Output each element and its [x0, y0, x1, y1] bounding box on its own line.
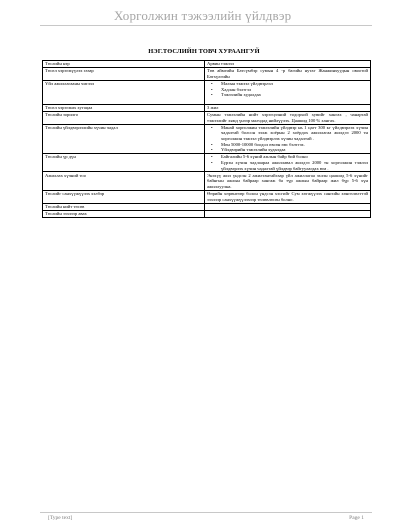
table-row: [43, 80, 371, 104]
table-row: [43, 210, 371, 217]
row-label: Ажиллах хүчний тоо: [43, 172, 205, 190]
row-value: Өөрийн хөрөнгөөр болон үндсэн хэсгийг Сум хөгжүүлэх сангийн хөнгөлөлттэй зээлээр санхүүжүүлэхээр төлөвлөсөн болно.: [205, 190, 371, 203]
table-row: [43, 61, 371, 68]
row-value: Төв аймгийн Батсүмбэр сумын 4 -р багийн нутаг Жанжинхуудын овоотой Батхүлгийн: [205, 68, 371, 81]
list-item: • Малын тэжээл үйлдвэрлэл: [221, 81, 368, 87]
row-value: [205, 80, 371, 104]
row-value: Энэхүү жил үндсэн 2 ажилтантайгаар үйл ажиллагаа эхлэн цаашид 5-6 хүнийг байнгын ажлын байраар хангаж ба түр ажлын байраар жил бүр 5-6 хүн ажиллуулна.: [205, 172, 371, 190]
row-value: [205, 203, 371, 210]
list-item: • Үйлдвэрийн тэжээлийн худалдаа: [221, 147, 368, 153]
bullet-list: [207, 81, 368, 98]
row-label: Үйл ажиллагааны чиглэл: [43, 80, 205, 104]
row-label: Төслийн үр дүн: [43, 154, 205, 172]
table-row: [43, 111, 371, 124]
row-label: Төсөл хэрэгжүүлэх газар: [43, 68, 205, 81]
row-label: Төсөл хэрэгжих хугацаа: [43, 104, 205, 111]
table-row: [43, 104, 371, 111]
list-item: • Байгалийн 5-6 хүний ажлын байр бий болно: [221, 154, 368, 160]
list-item: • Бүрэн хүчин чадлаараа ажиллавал жилдээ 2000 тн хорголжин тэжээл үйлдвэрлэх хүчин чадалтай үйлдвэр байгуулагдах юм .: [221, 160, 368, 171]
table-row: [43, 124, 371, 154]
table-row: [43, 154, 371, 172]
row-label: Төслийг санхүүжүүлэх хэлбэр: [43, 190, 205, 203]
table-row: [43, 68, 371, 81]
table-row: [43, 172, 371, 190]
header-divider: [40, 25, 372, 26]
row-value: [205, 124, 371, 154]
bullet-list: [207, 125, 368, 153]
table-row: [43, 203, 371, 210]
list-item: • Тэжээлийн худалдаа: [221, 92, 368, 98]
header-title: Хорголжин тэжээлийн үйлдвэр: [114, 8, 292, 23]
list-item: • Мөн 5000-10000 боодол өвсөн өвс бэлтгэх.: [221, 142, 368, 148]
footer-divider: [40, 512, 372, 513]
summary-table: [42, 60, 371, 218]
row-label: Төслийн үйлдвэрлэлийн хүчин чадал: [43, 124, 205, 154]
row-value: 3 жил: [205, 104, 371, 111]
page-number: Page 1: [349, 515, 364, 521]
row-value: [205, 210, 371, 217]
row-value: Арвин тэжээл: [205, 61, 371, 68]
row-label: Төслийн нэр: [43, 61, 205, 68]
bullet-list: [207, 154, 368, 171]
table-row: [43, 190, 371, 203]
row-label: Төслийн зорилго: [43, 111, 205, 124]
list-item: • Хадлан бэлтгэл: [221, 87, 368, 93]
row-value: Сумын тэжээлийн нийт хэрэгцээний тодорхой хувийг хангах , чанартай тэжээлийг хямд үнээр малчдад нийлүүлэх. Цаашид 100 % хангах.: [205, 111, 371, 124]
row-label: Төслийн зээлээр авах: [43, 210, 205, 217]
list-item: • Манай хорголжин тэжээлийн үйлдвэр нь 1 цагт 300 кг үйлдвэрлэх хүчин чадалтай болсон ээлж хоёрын 2 хоёрдох ажиллагаа жилдээ 2000 тн хорголжин тэжээл үйлдвэрлэх хүчин чадалтай .: [221, 125, 368, 142]
document-title: НЭГ.ТӨСЛИЙН ТОВЧ ХУРААНГУЙ: [148, 48, 260, 55]
footer-text: [Type text]: [48, 515, 73, 521]
row-value: [205, 154, 371, 172]
row-label: Төслийн нийт төсөв: [43, 203, 205, 210]
